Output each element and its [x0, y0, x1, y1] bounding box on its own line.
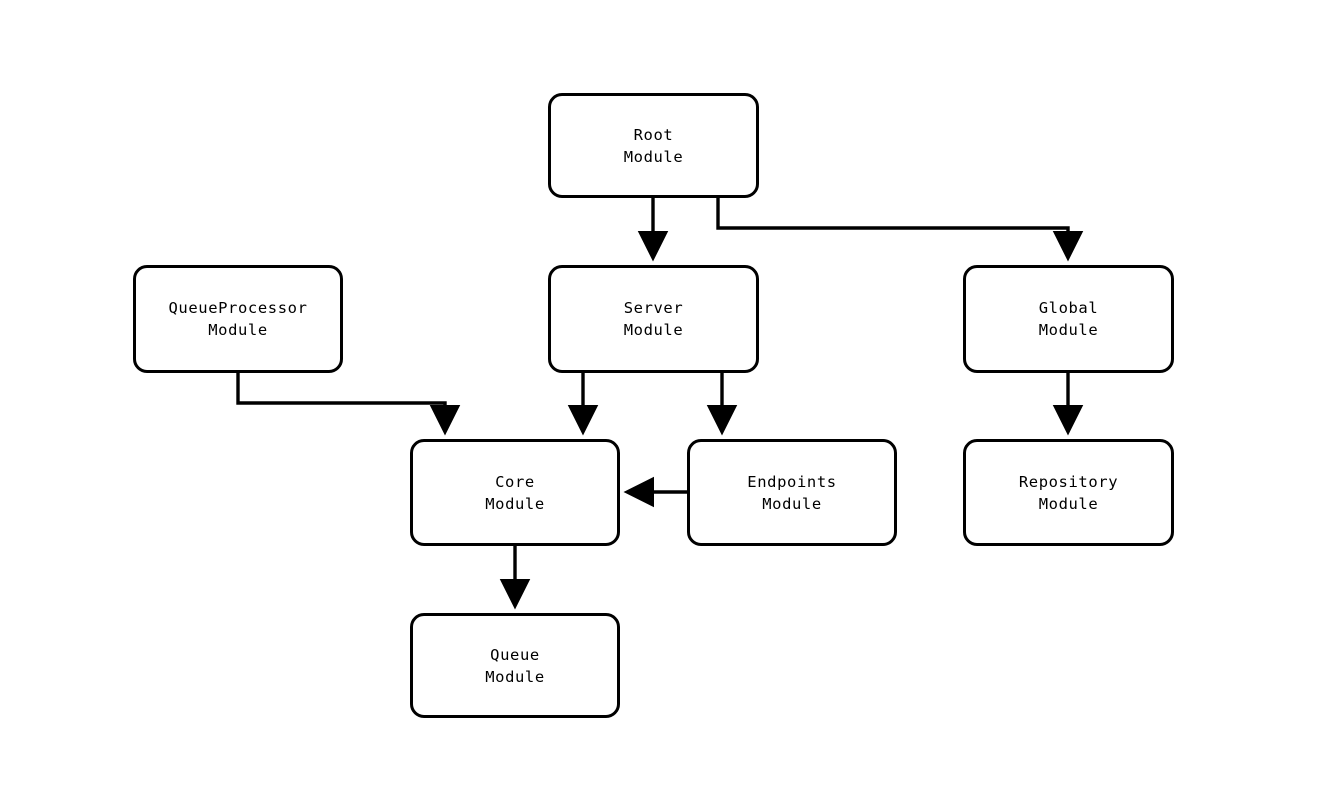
- node-label-line1: Server: [623, 299, 684, 317]
- node-root-module[interactable]: [548, 93, 759, 198]
- node-label-line2: Module: [485, 667, 545, 686]
- node-label-line2: Module: [762, 494, 822, 513]
- node-server-module[interactable]: [548, 265, 759, 373]
- node-label-line1: Root: [633, 125, 674, 144]
- node-label-line2: Module: [1038, 321, 1099, 339]
- node-label-line1: Core: [495, 472, 535, 491]
- node-queue-module[interactable]: [410, 613, 620, 718]
- node-label-line2: Module: [485, 494, 545, 513]
- node-label-line2: Module: [623, 147, 684, 166]
- node-label-line2: Module: [208, 321, 268, 339]
- node-label-line2: Module: [1038, 494, 1099, 513]
- node-label-line1: Global: [1038, 299, 1099, 317]
- node-label-line1: Queue: [490, 645, 540, 664]
- node-core-module[interactable]: [410, 439, 620, 546]
- node-queueprocessor-module[interactable]: [133, 265, 343, 373]
- node-repository-module[interactable]: [963, 439, 1174, 546]
- node-global-module[interactable]: [963, 265, 1174, 373]
- edge-root-to-global: [718, 198, 1068, 252]
- node-label-line1: QueueProcessor: [168, 299, 308, 317]
- edge-queueprocessor-to-core: [238, 373, 445, 426]
- node-label-line1: Endpoints: [747, 472, 837, 491]
- node-label-line2: Module: [623, 321, 684, 339]
- node-endpoints-module[interactable]: [687, 439, 897, 546]
- node-label-line1: Repository: [1018, 472, 1119, 491]
